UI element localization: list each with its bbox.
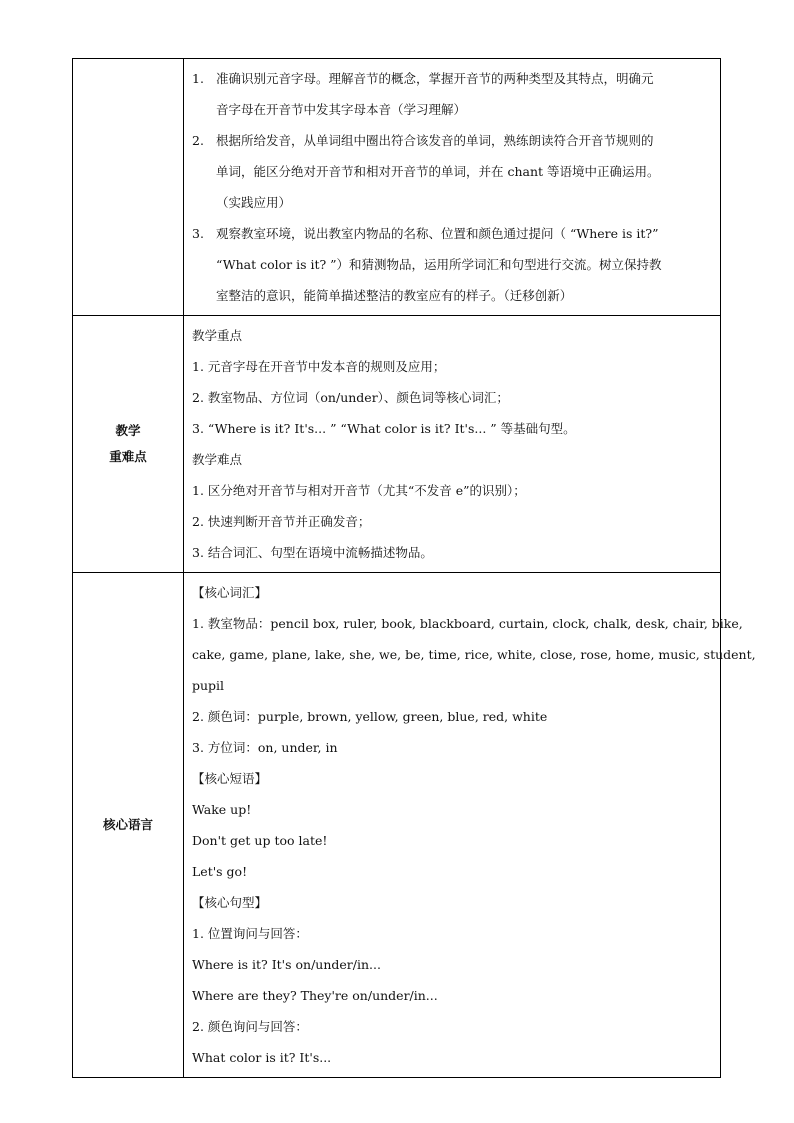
sentence-line: 2. 颜色询问与回答： <box>192 1019 308 1034</box>
objective-text: “What color is it? ”）和猜测物品，运用所学词汇和句型进行交流。树立保持教 <box>216 257 662 272</box>
difficult-point-item: 1. 区分绝对开音节与相对开音节（尤其“不发音 e”的识别）； <box>192 483 526 498</box>
sentence-line: Where are they? They're on/under/in... <box>192 988 438 1003</box>
focus-label-cell <box>73 316 184 573</box>
objective-text: （实践应用） <box>216 195 292 210</box>
objective-item-2 <box>192 125 714 218</box>
objective-text: 音字母在开音节中发其字母本音（学习理解） <box>216 102 467 117</box>
objectives-content-cell <box>184 59 721 316</box>
focus-content-cell <box>184 316 721 573</box>
objective-item-3 <box>192 218 714 311</box>
core-language-row <box>73 573 721 1078</box>
objective-item-1 <box>192 63 714 125</box>
objective-text: 准确识别元音字母。理解音节的概念，掌握开音节的两种类型及其特点，明确元 <box>216 71 654 86</box>
sentence-line: Where is it? It's on/under/in... <box>192 957 381 972</box>
focus-row <box>73 316 721 573</box>
focus-label-line: 重难点 <box>109 449 147 464</box>
vocab-line: pupil <box>192 678 225 693</box>
objective-text: 室整洁的意识，能简单描述整洁的教室应有的样子。（迁移创新） <box>216 288 573 303</box>
objectives-label-cell <box>73 59 184 316</box>
lesson-plan-table <box>72 58 756 1078</box>
core-language-label-cell <box>73 573 184 1078</box>
sentences-title: 【核心句型】 <box>192 895 268 910</box>
key-point-item: 1. 元音字母在开音节中发本音的规则及应用； <box>192 359 446 374</box>
objective-number: 2. <box>192 133 204 148</box>
vocab-line: cake, game, plane, lake, she, we, be, time, rice, white, close, rose, home, music, student, <box>192 647 756 662</box>
objective-number: 3. <box>192 226 204 241</box>
vocab-line: 1. 教室物品：pencil box, ruler, book, blackboard, curtain, clock, chalk, desk, chair, bike, <box>192 616 743 631</box>
sentence-line: What color is it? It's... <box>192 1050 332 1065</box>
phrases-title: 【核心短语】 <box>192 771 268 786</box>
difficult-point-item: 2. 快速判断开音节并正确发音； <box>192 514 371 529</box>
objectives-row <box>73 59 721 316</box>
key-point-item: 2. 教室物品、方位词（on/under）、颜色词等核心词汇； <box>192 390 509 405</box>
sentence-line: 1. 位置询问与回答： <box>192 926 308 941</box>
core-language-label: 核心语言 <box>102 817 153 832</box>
phrase-item: Don't get up too late! <box>192 833 328 848</box>
focus-label-line: 教学 <box>115 423 141 438</box>
difficult-points-title: 教学难点 <box>192 452 243 467</box>
objective-text: 观察教室环境，说出教室内物品的名称、位置和颜色通过提问（ “Where is it?” <box>216 226 659 241</box>
objective-text: 根据所给发音，从单词组中圈出符合该发音的单词，熟练朗读符合开音节规则的 <box>216 133 654 148</box>
key-point-item: 3. “Where is it? It's... ” “What color is it? It's... ” 等基础句型。 <box>192 421 576 436</box>
phrase-item: Wake up! <box>192 802 252 817</box>
objective-number: 1. <box>192 71 204 86</box>
phrase-item: Let's go! <box>192 864 248 879</box>
vocab-line: 3. 方位词：on, under, in <box>192 740 338 755</box>
vocab-line: 2. 颜色词：purple, brown, yellow, green, blue, red, white <box>192 709 548 724</box>
difficult-point-item: 3. 结合词汇、句型在语境中流畅描述物品。 <box>192 545 433 560</box>
objective-text: 单词，能区分绝对开音节和相对开音节的单词，并在 chant 等语境中正确运用。 <box>216 164 660 179</box>
key-points-title: 教学重点 <box>192 328 243 343</box>
vocab-title: 【核心词汇】 <box>192 585 268 600</box>
core-language-content-cell <box>184 573 756 1078</box>
